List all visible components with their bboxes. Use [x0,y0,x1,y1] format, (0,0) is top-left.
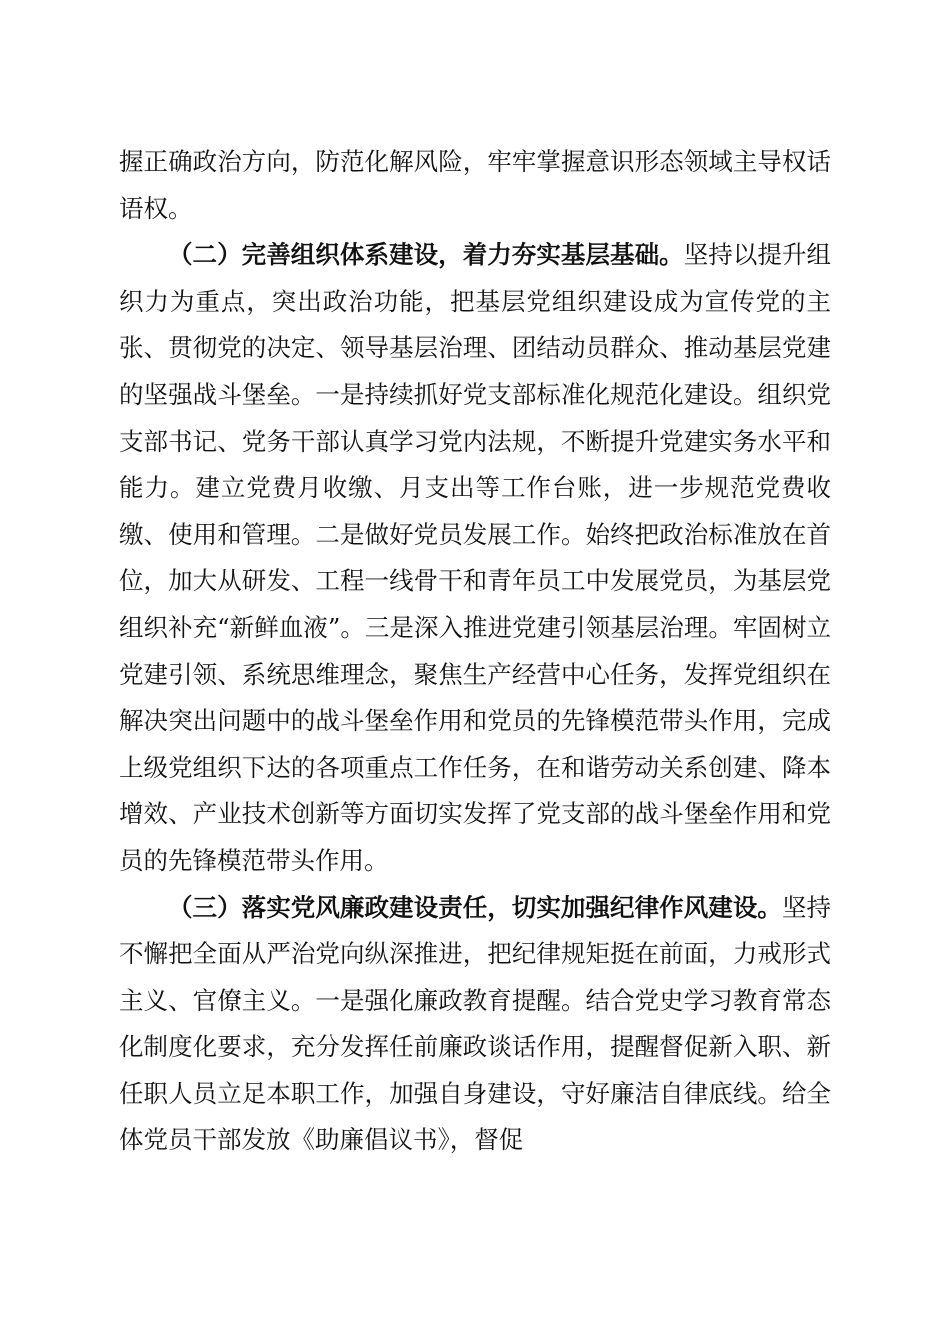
paragraph-section-2 [119,232,831,884]
document-body [119,139,831,1164]
paragraph-body: 坚持不懈把全面从严治党向纵深推进，把纪律规矩挺在前面，力戒形式主义、官僚主义。一是强化廉政教育提醒。结合党史学习教育常态化制度化要求，充分发挥任前廉政谈话作用，提醒督促新入职、新任职人员立足本职工作，加强自身建设，守好廉洁自律底线。给全体党员干部发放《助廉倡议书》，督促 [119,892,832,1155]
section-heading: （二）完善组织体系建设，着力夯实基层基础。 [168,240,684,270]
paragraph-body: 握正确政治方向，防范化解风险，牢牢掌握意识形态领域主导权话语权。 [119,147,831,223]
paragraph-section-3 [119,885,831,1165]
paragraph-body: 坚持以提升组织力为重点，突出政治功能，把基层党组织建设成为宣传党的主张、贯彻党的决定、领导基层治理、团结动员群众、推动基层党建的坚强战斗堡垒。一是持续抓好党支部标准化规范化建设。组织党支部书记、党务干部认真学习党内法规，不断提升党建实务水平和能力。建立党费月收缴、月支出等工作台账，进一步规范党费收缴、使用和管理。二是做好党员发展工作。始终把政治标准放在首位，加大从研发、工程一线骨干和青年员工中发展党员，为基层党组织补充“新鲜血液”。三是深入推进党建引领基层治理。牢固树立党建引领、系统思维理念，聚焦生产经营中心任务，发挥党组织在解决突出问题中的战斗堡垒作用和党员的先锋模范带头作用，完成上级党组织下达的各项重点工作任务，在和谐劳动关系创建、降本增效、产业技术创新等方面切实发挥了党支部的战斗堡垒作用和党员的先锋模范带头作用。 [119,240,832,875]
section-heading: （三）落实党风廉政建设责任，切实加强纪律作风建设。 [168,892,782,922]
paragraph-continuation [119,139,831,232]
